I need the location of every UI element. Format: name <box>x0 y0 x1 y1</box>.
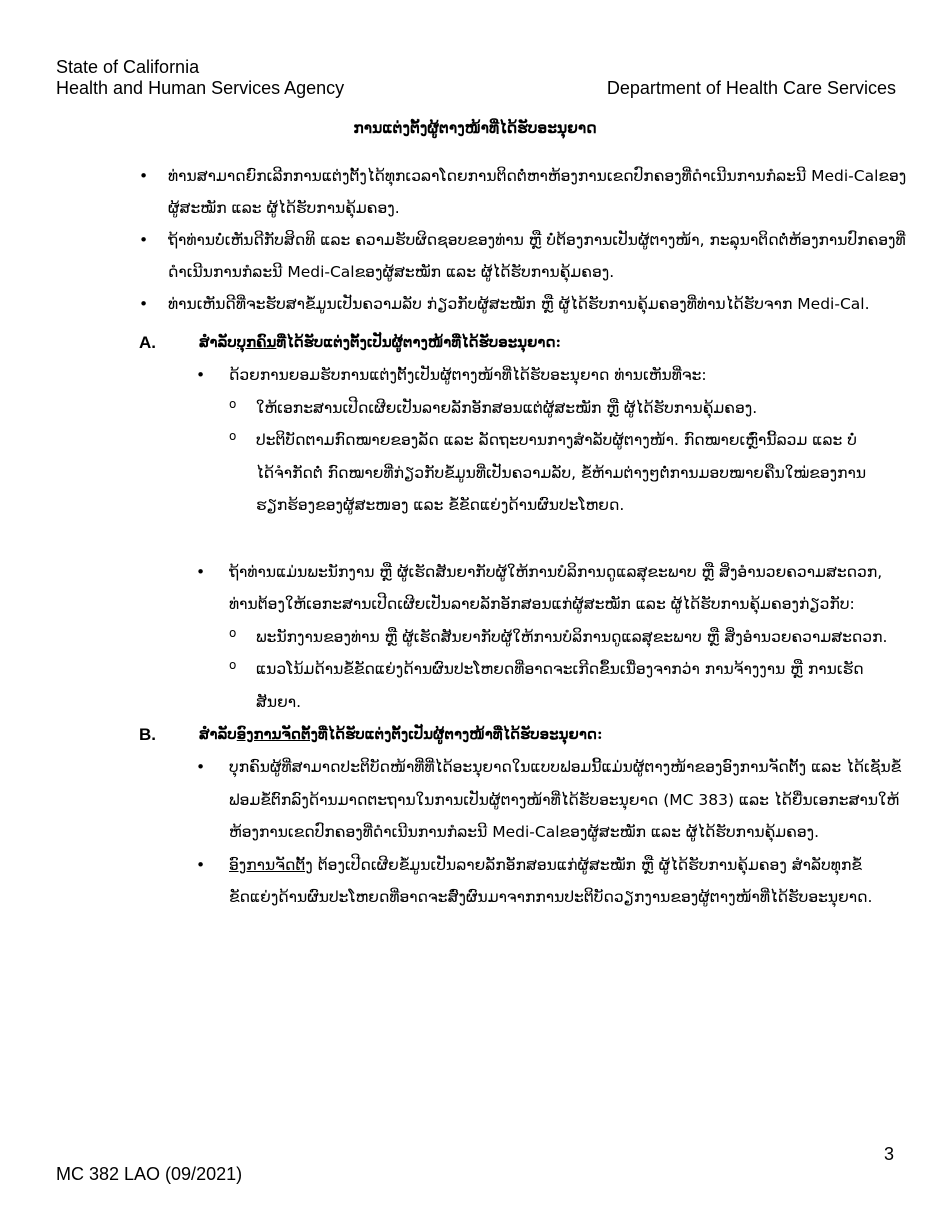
section-a-subbullet: o ພະນັກງານຂອງທ່ານ ຫຼື ຜູ້ເຮັດສັນຍາກັບຜູ້ໃຫ້ການບໍລິການດູແລສຸຂະພາບ ຫຼື ສິ່ງອຳນວຍຄວາມສະດວກ. <box>229 625 888 646</box>
section-a-subbullet: o ແນວໂນ້ມດ້ານຂໍ້ຂັດແຍ່ງດ້ານຜົນປະໂຫຍດທີ່ອາດຈະເກີດຂຶ້ນເນື່ອງຈາກວ່າ ການຈ້າງງານ ຫຼື ການເຮັດສັນຍາ. <box>229 658 864 711</box>
section-a-subbullet: o ໃຫ້ເອກະສານເປີດເຜີຍເປັນລາຍລັກອັກສອນແຕ່ຜູ້ສະໝັກ ຫຼື ຜູ້ໄດ້ຮັບການຄຸ້ມຄອງ. <box>229 396 758 417</box>
header-left <box>56 57 344 99</box>
section-b-bullet: • ອົງການຈັດຕັ້ງ ຕ້ອງເປີດເຜີຍຂໍ້ມູນເປັນລາຍລັກອັກສອນແກ່ຜູ້ສະໝັກ ຫຼື ຜູ້ໄດ້ຮັບການຄຸ້ມຄອງ ສຳລັບທຸກຂໍ້ຂັດແຍ່ງດ້ານຜົນປະໂຫຍດທີ່ອາດຈະສົ່ງຜົນມາຈາກການປະຕິບັດວຽກງານຂອງຜູ້ຕາງໜ້າທີ່ໄດ້ຮັບອະນຸຍາດ. <box>196 855 873 906</box>
intro-bullet: • ທ່ານເຫັນດີທີ່ຈະຮັບສາຂໍ້ມູນເປັນຄວາມລັບ ກ່ຽວກັບຜູ້ສະໝັກ ຫຼື ຜູ້ໄດ້ຮັບການຄຸ້ມຄອງທີ່ທ່ານໄດ້ຮັບຈາກ Medi-Cal. <box>139 295 870 313</box>
page-title: ການແຕ່ງຕັ້ງຜູ້ຕາງໜ້າທີ່ໄດ້ຮັບອະນຸຍາດ <box>353 118 597 137</box>
document-body <box>0 160 950 914</box>
section-a-bullet: • ດ້ວຍການຍອມຮັບການແຕ່ງຕັ້ງເປັນຜູ້ຕາງໜ້າທີ່ໄດ້ຮັບອະນຸຍາດ ທ່ານເຫັນທີ່ຈະ: <box>196 366 707 384</box>
form-code: MC 382 LAO (09/2021) <box>56 1164 243 1184</box>
section-b-bullet: • ບຸກຄົນຜູ້ທີ່ສາມາດປະຕິບັດໜ້າທີ່ທີ່ໄດ້ອະນຸຍາດໃນແບບຟອມນີ້ແມ່ນຜູ້ຕາງໜ້າຂອງອົງການຈັດຕັ້ງ ແລະ ໄດ້ເຊັນຂໍ້ ຟອມຂໍ້ຕົກລົງດ້ານມາດຕະຖານໃນການເປັນຜູ້ຕາງໜ້າທີ່ໄດ້ຮັບອະນຸຍາດ (MC 383) ແລະ ໄດ້ຍື່ນເອກະສານໃຫ້ຫ້ອງການເຂດປົກຄອງທີ່ດຳເນີນການກໍລະນີ Medi-Calຂອງຜູ້ສະໝັກ ແລະ ຜູ້ໄດ້ຮັບການຄຸ້ມຄອງ. <box>196 758 902 841</box>
agency-name: Health and Human Services Agency <box>56 78 345 98</box>
section-b-heading: B. ສຳລັບອົງການຈັດຕັ້ງທີ່ໄດ້ຮັບແຕ່ງຕັ້ງເປັນຜູ້ຕາງໜ້າທີ່ໄດ້ຮັບອະນຸຍາດ: <box>139 725 603 744</box>
department-name: Department of Health Care Services <box>606 78 896 98</box>
state-name: State of California <box>56 57 200 77</box>
section-a-bullet: • ຖ້າທ່ານແມ່ນພະນັກງານ ຫຼື ຜູ້ເຮັດສັນຍາກັບຜູ້ໃຫ້ການບໍລິການດູແລສຸຂະພາບ ຫຼື ສິ່ງອຳນວຍຄວາມສະດວກ, ທ່ານຕ້ອງໃຫ້ເອກະສານເປີດເຜີຍເປັນລາຍລັກອັກສອນແກ່ຜູ້ສະໝັກ ແລະ ຜູ້ໄດ້ຮັບການຄຸ້ມຄອງກ່ຽວກັບ: <box>196 562 883 613</box>
page-number: 3 <box>883 1144 894 1164</box>
section-a-heading: A. ສຳລັບບຸກຄົນທີ່ໄດ້ຮັບແຕ່ງຕັ້ງເປັນຜູ້ຕາງໜ້າທີ່ໄດ້ຮັບອະນຸຍາດ: <box>139 333 562 352</box>
intro-bullet: • ຖ້າທ່ານບໍ່ເຫັນດີກັບສິດທິ ແລະ ຄວາມຮັບຜິດຊອບຂອງທ່ານ ຫຼື ບໍ່ຕ້ອງການເປັນຜູ້ຕາງໜ້າ, ກະລຸນາຕິດຕໍ່ຫ້ອງການປົກຄອງທີ່ດຳເນີນການກໍລະນີ Medi-Calຂອງຜູ້ສະໝັກ ແລະ ຜູ້ໄດ້ຮັບການຄຸ້ມຄອງ. <box>139 231 906 281</box>
section-a-subbullet: o ປະຕິບັດຕາມກົດໝາຍຂອງລັດ ແລະ ລັດຖະບານກາງສຳລັບຜູ້ຕາງໜ້າ. ກົດໝາຍເຫຼົ່ານີ້ລວມ ແລະ ບໍ່ໄດ້ຈຳກັດຕໍ່ ກົດໝາຍທີ່ກ່ຽວກັບຂໍ້ມູນທີ່ເປັນຄວາມລັບ, ຂໍ້ຫ້າມຕ່າງໆຕໍ່ການມອບໝາຍຄືນໃໝ່ຂອງການຮຽກຮ້ອງຂອງຜູ້ສະໜອງ ແລະ ຂໍ້ຂັດແຍ່ງດ້ານຜົນປະໂຫຍດ. <box>229 429 867 514</box>
intro-bullet: • ທ່ານສາມາດຍົກເລີກການແຕ່ງຕັ້ງໄດ້ທຸກເວລາໂດຍການຕິດຕໍ່ຫາຫ້ອງການເຂດປົກຄອງທີ່ດຳເນີນການກໍລະນີ Medi-Calຂອງຜູ້ສະໝັກ ແລະ ຜູ້ໄດ້ຮັບການຄຸ້ມຄອງ. <box>139 167 907 217</box>
